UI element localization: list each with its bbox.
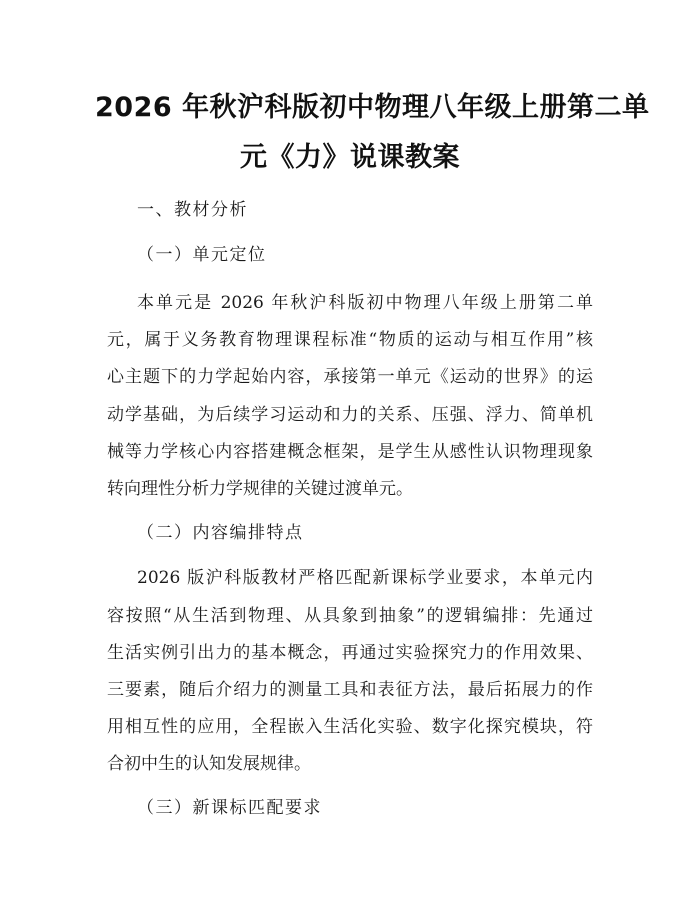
section-heading-textbook-analysis: 一、教材分析 [137,200,248,220]
paragraph-1-line: 动学基础，为后续学习运动和力的关系、压强、浮力、简单机 [107,405,593,425]
subsection-heading-curriculum-requirements: （三）新课标匹配要求 [137,798,322,818]
paragraph-1-line: 心主题下的力学起始内容，承接第一单元《运动的世界》的运 [107,367,593,387]
paragraph-2-line: 三要素，随后介绍力的测量工具和表征方法，最后拓展力的作 [107,680,593,700]
paragraph-1-line: 元，属于义务教育物理课程标准“物质的运动与相互作用”核 [107,330,593,350]
subsection-heading-unit-positioning: （一）单元定位 [137,245,267,265]
paragraph-2-line: 容按照“从生活到物理、从具象到抽象”的逻辑编排：先通过 [107,606,593,626]
paragraph-2-line: 用相互性的应用，全程嵌入生活化实验、数字化探究模块，符 [107,717,593,737]
paragraph-2-line: 2026 版沪科版教材严格匹配新课标学业要求，本单元内 [137,568,593,588]
document-title-line-2: 元《力》说课教案 [240,142,460,173]
paragraph-1-line: 械等力学核心内容搭建概念框架，是学生从感性认识物理现象 [107,442,593,462]
paragraph-1-line: 本单元是 2026 年秋沪科版初中物理八年级上册第二单 [137,293,593,313]
subsection-heading-content-arrangement: （二）内容编排特点 [137,523,304,543]
document-title-line-1: 2026 年秋沪科版初中物理八年级上册第二单 [95,92,650,123]
paragraph-2-line: 合初中生的认知发展规律。 [107,754,311,774]
paragraph-1-line: 转向理性分析力学规律的关键过渡单元。 [107,479,413,499]
paragraph-2-line: 生活实例引出力的基本概念，再通过实验探究力的作用效果、 [107,643,593,663]
